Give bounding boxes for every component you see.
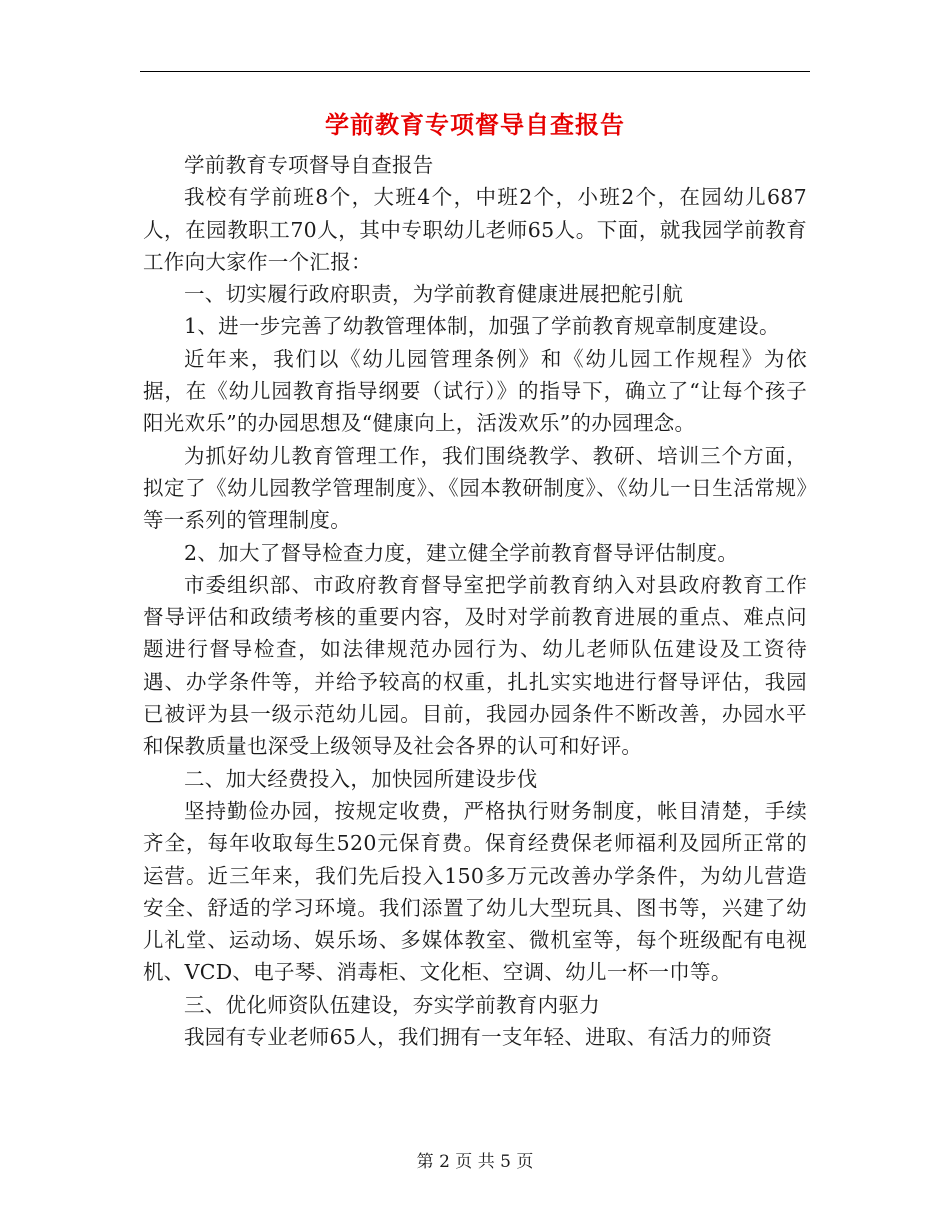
paragraph-intro: 我校有学前班8个，大班4个，中班2个，小班2个，在园幼儿687人，在园教职工70人，其中专职幼儿老师65人。下面，就我园学前教育工作向大家作一个汇报： [143,185,807,274]
header-rule [140,71,810,72]
page-number: 第 2 页 共 5 页 [416,1152,534,1172]
heading-subsection-2: 2、加大了督导检查力度，建立健全学前教育督导评估制度。 [184,540,739,565]
heading-subsection-1: 1、进一步完善了幼教管理体制，加强了学前教育规章制度建设。 [184,314,780,339]
paragraph-supervision: 市委组织部、市政府教育督导室把学前教育纳入对县政府教育工作督导评估和政绩考核的重要内容，及时对学前教育进展的重点、难点问题进行督导检查，如法律规范办园行为、幼儿老师队伍建设及工资待遇、办学条件等，并给予较高的权重，扎扎实实地进行督导评估，我园已被评为县一级示范幼儿园。目前，我园办园条件不断改善，办园水平和保教质量也深受上级领导及社会各界的认可和好评。 [143,572,807,759]
document-title: 学前教育专项督导自查报告 [325,110,625,139]
paragraph-regulations: 近年来，我们以《幼儿园管理条例》和《幼儿园工作规程》为依据，在《幼儿园教育指导纲要（试行）》的指导下，确立了“让每个孩子阳光欢乐”的办园思想及“健康向上，活泼欢乐”的办园理念。 [143,346,807,436]
paragraph-funding: 坚持勤俭办园，按规定收费，严格执行财务制度，帐目清楚，手续齐全，每年收取每生520元保育费。保育经费保老师福利及园所正常的运营。近三年来，我们先后投入150多万元改善办学条件，为幼儿营造安全、舒适的学习环境。我们添置了幼儿大型玩具、图书等，兴建了幼儿礼堂、运动场、娱乐场、多媒体教室、微机室等，每个班级配有电视机、VCD、电子琴、消毒柜、文化柜、空调、幼儿一杯一巾等。 [143,798,807,985]
document-body [143,149,807,1053]
heading-section-1: 一、切实履行政府职责，为学前教育健康进展把舵引航 [184,282,684,307]
paragraph-subtitle: 学前教育专项督导自查报告 [184,153,434,177]
paragraph-teachers: 我园有专业老师65人，我们拥有一支年轻、进取、有活力的师资 [184,1025,773,1050]
paragraph-management: 为抓好幼儿教育管理工作，我们围绕教学、教研、培训三个方面，拟定了《幼儿园教学管理制度》、《园本教研制度》、《幼儿一日生活常规》等一系列的管理制度。 [143,443,807,533]
heading-section-3: 三、优化师资队伍建设，夯实学前教育内驱力 [184,992,600,1017]
heading-section-2: 二、加大经费投入，加快园所建设步伐 [184,766,538,791]
